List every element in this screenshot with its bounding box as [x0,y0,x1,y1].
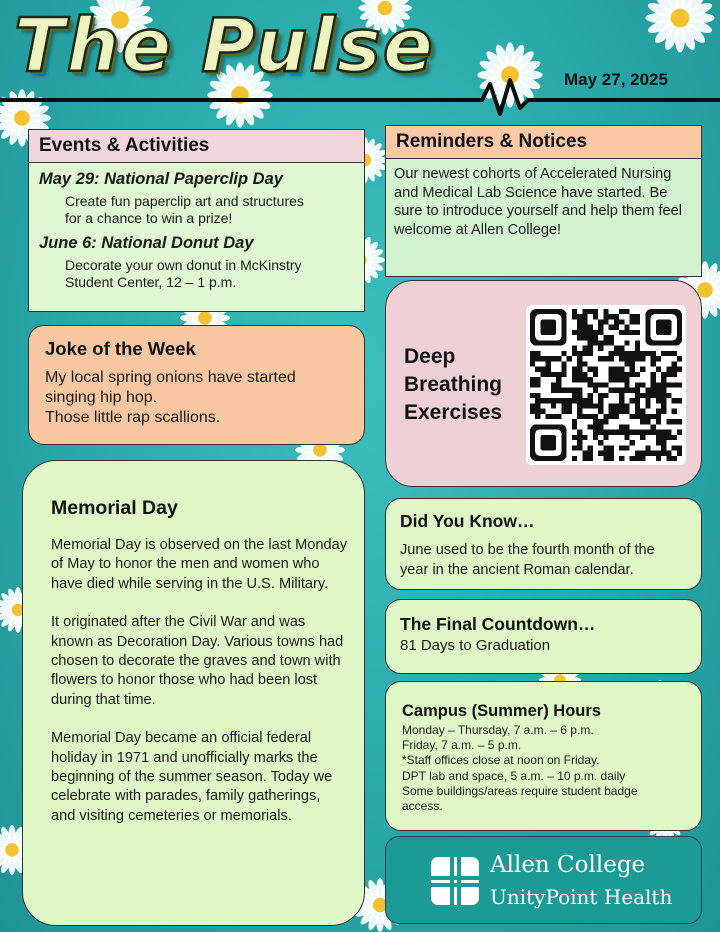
joke-heading: Joke of the Week [45,338,196,359]
hours-line: access. [402,799,443,814]
issue-date: May 27, 2025 [564,70,668,89]
joke-line: Those little rap scallions. [45,409,221,426]
hours-line: *Staff offices close at noon on Friday. [402,753,600,768]
event-desc-line: Student Center, 12 – 1 p.m. [65,274,237,290]
memorial-heading: Memorial Day [51,497,178,519]
memorial-paragraph: It originated after the Civil War and was known as Decoration Day. Various towns had chosen to decorate the graves and town with flowers to honor those who had been lost during that time. [51,614,344,708]
breathing-label-line: Breathing [404,373,503,396]
allen-college-logo [385,836,702,924]
daisy-flower-icon [644,0,716,54]
event-desc-line: Decorate your own donut in McKinstry [65,257,302,273]
hours-line: Monday – Thursday, 7 a.m. – 6 p.m. [402,723,594,737]
did-you-know-heading: Did You Know… [400,511,535,531]
logo-college-name: Allen College [490,852,646,878]
reminders-heading: Reminders & Notices [386,126,701,159]
breathing-label-line: Exercises [404,401,503,424]
event-title: June 6: National Donut Day [39,234,254,252]
college-cross-icon [430,856,480,906]
did-you-know-body: June used to be the fourth month of the year in the ancient Roman calendar. [400,542,655,578]
hours-heading: Campus (Summer) Hours [402,702,601,720]
did-you-know-panel [385,498,702,590]
memorial-paragraph: Memorial Day became an official federal holiday in 1971 and unofficially marks the beginning of the summer season. Today we celebrate with parades, family gatherings, and visiting cemeteries or memorials. [51,730,333,824]
reminders-body: Our newest cohorts of Accelerated Nursing and Medical Lab Science have started. Be sure to introduce yourself and help them feel welcome at Allen College! [394,166,682,238]
logo-health-name: UnityPoint Health [490,885,673,909]
newsletter-title: The Pulse [14,3,435,89]
event-description [65,193,364,227]
event-desc-line: for a chance to win a prize! [65,210,233,226]
countdown-body: 81 Days to Graduation [400,637,551,654]
countdown-panel [385,599,702,674]
breathing-panel [385,280,702,487]
breathing-label-line: Deep [404,345,456,368]
breathing-label [404,343,502,427]
event-desc-line: Create fun paperclip art and structures [65,193,304,209]
hours-line: Some buildings/areas require student badge [402,783,638,798]
joke-line: singing hip hop. [45,389,158,406]
joke-panel [28,325,365,445]
hours-line: Friday, 7 a.m. – 5 p.m. [402,738,522,753]
joke-line: My local spring onions have started [45,369,296,386]
event-title: May 29: National Paperclip Day [39,170,283,188]
hours-line: DPT lab and space, 5 a.m. – 10 p.m. daily [402,768,626,783]
memorial-paragraph: Memorial Day is observed on the last Monday of May to honor the men and women who have died while serving in the U.S. Military. [51,537,348,592]
countdown-heading: The Final Countdown… [400,614,596,634]
reminders-panel [385,125,702,277]
memorial-day-panel [22,460,365,926]
event-description [65,257,364,291]
events-heading: Events & Activities [29,130,364,163]
campus-hours-panel [385,681,702,831]
events-panel [28,129,365,312]
qr-code-icon[interactable] [526,305,686,465]
